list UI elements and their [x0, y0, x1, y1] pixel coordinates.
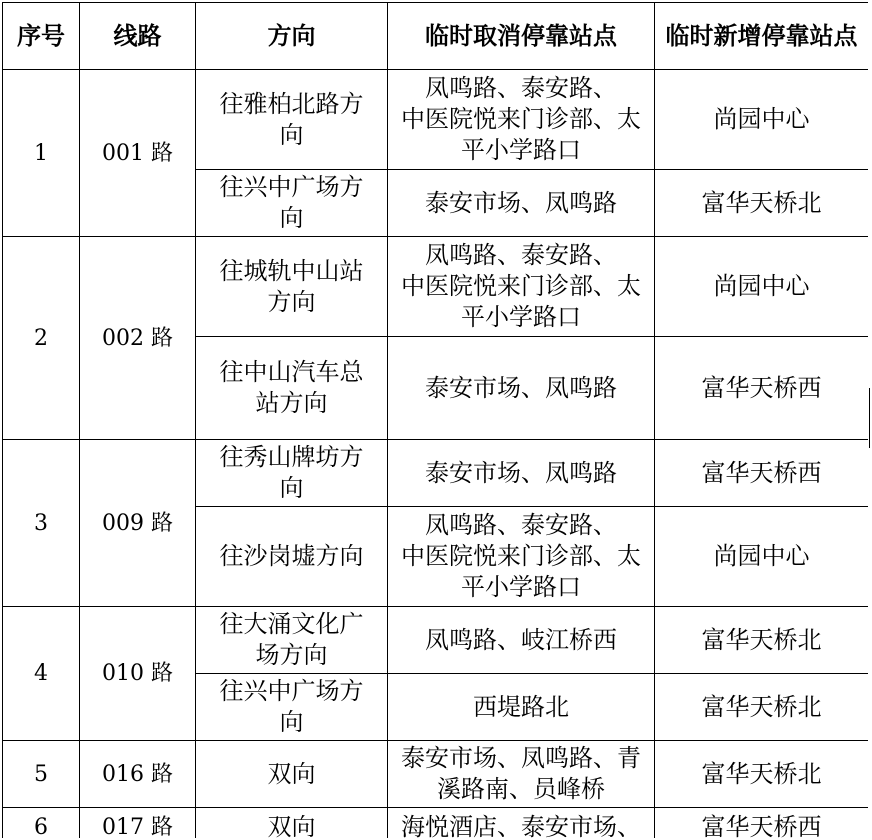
- cell-cancelled-stops-line: 凤鸣路、泰安路、: [425, 241, 617, 269]
- cell-seq: 4: [3, 607, 80, 741]
- cell-seq: 1: [3, 70, 80, 237]
- cell-direction-line: 向: [279, 708, 304, 736]
- cell-added-stop: 富华天桥北: [655, 741, 869, 808]
- cell-route: 017 路: [80, 808, 196, 839]
- cell-direction-line: 向: [279, 474, 304, 502]
- cell-cancelled-stops: [388, 237, 655, 337]
- cell-cancelled-stops: [388, 808, 655, 839]
- table-row: [3, 440, 869, 507]
- cell-direction-line: 往大涌文化广: [219, 610, 364, 638]
- cell-cancelled-stops-line: 凤鸣路、泰安路、: [425, 511, 617, 539]
- cell-added-stop: 尚园中心: [655, 70, 869, 170]
- cell-direction-line: 往兴中广场方: [219, 173, 364, 201]
- table-row: [3, 70, 869, 170]
- cell-direction: [196, 440, 388, 507]
- cell-cancelled-stops: [388, 170, 655, 237]
- header-added-stops: 临时新增停靠站点: [655, 3, 869, 70]
- cell-cancelled-stops-line: 凤鸣路、泰安路、: [425, 74, 617, 102]
- cell-cancelled-stops-line: 泰安市场、凤鸣路: [425, 458, 617, 487]
- cell-cancelled-stops-line: 海悦酒店、泰安市场、: [401, 813, 641, 838]
- cell-direction-line: 站方向: [255, 389, 328, 417]
- table-row: [3, 607, 869, 674]
- cell-direction-line: 往兴中广场方: [219, 677, 364, 705]
- cell-added-stop: 富华天桥北: [655, 170, 869, 237]
- cell-seq: 5: [3, 741, 80, 808]
- cell-direction: [196, 741, 388, 808]
- cell-direction-line: 双向: [267, 759, 316, 788]
- cell-added-stop: 富华天桥西: [655, 440, 869, 507]
- table-row: [3, 237, 869, 337]
- header-row: [3, 3, 869, 70]
- cell-cancelled-stops-line: 平小学路口: [461, 303, 581, 331]
- cell-seq: 3: [3, 440, 80, 607]
- cell-cancelled-stops-line: 中医院悦来门诊部、太: [401, 542, 641, 570]
- cell-route: 002 路: [80, 237, 196, 440]
- table-row: [3, 741, 869, 808]
- cell-route: 009 路: [80, 440, 196, 607]
- cell-direction-line: 向: [279, 204, 304, 232]
- header-cancelled-stops: 临时取消停靠站点: [388, 3, 655, 70]
- cell-route: 001 路: [80, 70, 196, 237]
- cell-cancelled-stops-line: 泰安市场、凤鸣路: [425, 373, 617, 402]
- cell-route: 016 路: [80, 741, 196, 808]
- cell-cancelled-stops-line: 中医院悦来门诊部、太: [401, 105, 641, 133]
- cell-seq: 2: [3, 237, 80, 440]
- cell-cancelled-stops-line: 泰安市场、凤鸣路、青: [401, 744, 641, 772]
- header-direction: 方向: [196, 3, 388, 70]
- cell-cancelled-stops-line: 西堤路北: [473, 692, 569, 721]
- header-route: 线路: [80, 3, 196, 70]
- cell-added-stop: 富华天桥西: [655, 337, 869, 440]
- cell-direction: [196, 674, 388, 741]
- cell-added-stop: 富华天桥西: [655, 808, 869, 839]
- cell-cancelled-stops: [388, 607, 655, 674]
- table-body: [3, 70, 869, 839]
- cell-added-stop: 富华天桥北: [655, 674, 869, 741]
- cell-direction: [196, 507, 388, 607]
- cell-direction: [196, 237, 388, 337]
- cell-added-stop: 尚园中心: [655, 507, 869, 607]
- cell-direction-line: 向: [279, 120, 304, 149]
- header-seq: 序号: [3, 3, 80, 70]
- cell-direction-line: 往城轨中山站: [219, 256, 364, 285]
- document-page: [2, 2, 868, 838]
- cell-cancelled-stops: [388, 507, 655, 607]
- cell-seq: 6: [3, 808, 80, 839]
- cell-direction: [196, 607, 388, 674]
- cell-direction-line: 双向: [267, 813, 316, 838]
- cell-cancelled-stops-line: 平小学路口: [461, 136, 581, 164]
- cell-direction-line: 方向: [267, 287, 316, 316]
- cell-added-stop: 富华天桥北: [655, 607, 869, 674]
- cell-cancelled-stops: [388, 674, 655, 741]
- cell-direction: [196, 70, 388, 170]
- cell-cancelled-stops-line: 溪路南、员峰桥: [437, 775, 605, 803]
- cell-direction-line: 往沙岗墟方向: [219, 542, 364, 570]
- cell-cancelled-stops-line: 凤鸣路、岐江桥西: [425, 625, 617, 654]
- cell-direction: [196, 808, 388, 839]
- cell-direction-line: 场方向: [255, 641, 328, 669]
- cell-cancelled-stops: [388, 741, 655, 808]
- cell-cancelled-stops-line: 平小学路口: [461, 573, 581, 601]
- route-change-table: [2, 2, 868, 838]
- cell-direction-line: 往中山汽车总: [219, 358, 364, 386]
- cell-direction: [196, 170, 388, 237]
- cell-cancelled-stops-line: 中医院悦来门诊部、太: [401, 272, 641, 300]
- cell-direction: [196, 337, 388, 440]
- cell-cancelled-stops: [388, 440, 655, 507]
- cell-cancelled-stops-line: 泰安市场、凤鸣路: [425, 188, 617, 217]
- cell-added-stop: 尚园中心: [655, 237, 869, 337]
- cell-route: 010 路: [80, 607, 196, 741]
- cell-direction-line: 往雅柏北路方: [219, 89, 364, 118]
- cell-cancelled-stops: [388, 337, 655, 440]
- table-row: [3, 808, 869, 839]
- cell-cancelled-stops: [388, 70, 655, 170]
- cell-direction-line: 往秀山牌坊方: [219, 443, 364, 471]
